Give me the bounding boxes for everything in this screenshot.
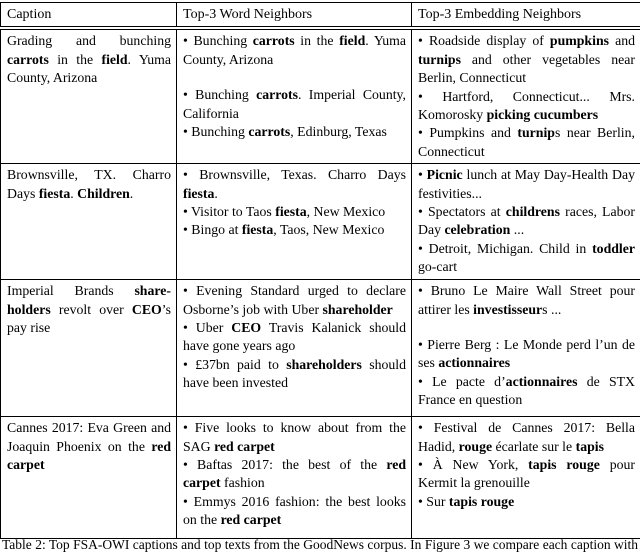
table-row xyxy=(1,28,640,163)
word-neighbors-cell xyxy=(177,417,412,539)
neighbor-item: • Spectators at childrens races, Labor Day celebration ... xyxy=(418,203,635,240)
neighbor-item: • Detroit, Michigan. Child in toddler go-cart xyxy=(418,240,635,277)
embedding-neighbors-cell xyxy=(412,417,640,539)
caption-cell: Imperial Brands shareholders revolt over CEO’s pay rise xyxy=(1,280,177,417)
table-row xyxy=(1,164,640,280)
embedding-neighbors-cell xyxy=(412,28,640,163)
column-header-caption: Caption xyxy=(1,3,177,29)
word-neighbors-cell xyxy=(177,280,412,417)
table-row xyxy=(1,417,640,539)
caption-cell: Brownsville, TX. Charro Days fiesta. Children. xyxy=(1,164,177,280)
table-header xyxy=(1,3,640,29)
neighbor-item: • Bruno Le Maire Wall Street pour attirer les investisseurs ... xyxy=(418,282,635,319)
neighbor-item: • À New York, tapis rouge pour Kermit la grenouille xyxy=(418,456,635,493)
neighbor-item: • Bunching carrots. Imperial County, California xyxy=(183,86,406,123)
caption-cell: Grading and bunching carrots in the field. Yuma County, Arizona xyxy=(1,28,177,163)
neighbors-table xyxy=(0,2,640,539)
table-body xyxy=(1,28,640,538)
neighbor-item: • Roadside display of pumpkins and turnips and other vegetables near Berlin, Connecticut xyxy=(418,32,635,87)
neighbor-item: • Hartford, Connecticut... Mrs. Komorosky picking cucumbers xyxy=(418,88,635,125)
neighbor-item: • Baftas 2017: the best of the red carpet fashion xyxy=(183,456,406,493)
embedding-neighbors-cell xyxy=(412,280,640,417)
neighbor-item: • Sur tapis rouge xyxy=(418,493,635,511)
neighbor-item: • Uber CEO Travis Kalanick should have gone years ago xyxy=(183,319,406,356)
word-neighbors-cell xyxy=(177,28,412,163)
neighbor-item: • Festival de Cannes 2017: Bella Hadid, rouge écarlate sur le tapis xyxy=(418,419,635,456)
neighbor-item: • Evening Standard urged to declare Osborne’s job with Uber shareholder xyxy=(183,282,406,319)
neighbor-item: • Bunching carrots in the field. Yuma County, Arizona xyxy=(183,32,406,69)
neighbor-item: • Pierre Berg : Le Monde perd l’un de ses actionnaires xyxy=(418,336,635,373)
neighbor-item: • Five looks to know about from the SAG red carpet xyxy=(183,419,406,456)
header-row xyxy=(1,3,640,29)
neighbor-item: • Picnic lunch at May Day-Health Day festivities... xyxy=(418,166,635,203)
neighbor-item: • Visitor to Taos fiesta, New Mexico xyxy=(183,203,406,221)
word-neighbors-cell xyxy=(177,164,412,280)
table-row xyxy=(1,280,640,417)
neighbor-item: • £37bn paid to shareholders should have been invested xyxy=(183,356,406,393)
neighbor-item: • Emmys 2016 fashion: the best looks on the red carpet xyxy=(183,493,406,530)
table-caption-clipped: Table 2: Top FSA-OWI captions and top texts from the GoodNews corpus. In Figure 3 we compare each caption with xyxy=(0,535,640,554)
neighbor-item: • Bunching carrots, Edinburg, Texas xyxy=(183,123,406,141)
neighbor-item: • Le pacte d’actionnaires de STX France en question xyxy=(418,373,635,410)
column-header-word-neighbors: Top-3 Word Neighbors xyxy=(177,3,412,29)
neighbor-item: • Pumpkins and turnips near Berlin, Connecticut xyxy=(418,124,635,161)
embedding-neighbors-cell xyxy=(412,164,640,280)
column-header-embedding-neighbors: Top-3 Embedding Neighbors xyxy=(412,3,640,29)
neighbor-item: • Bingo at fiesta, Taos, New Mexico xyxy=(183,221,406,239)
caption-cell: Cannes 2017: Eva Green and Joaquin Phoenix on the red carpet xyxy=(1,417,177,539)
neighbor-item: • Brownsville, Texas. Charro Days fiesta. xyxy=(183,166,406,203)
